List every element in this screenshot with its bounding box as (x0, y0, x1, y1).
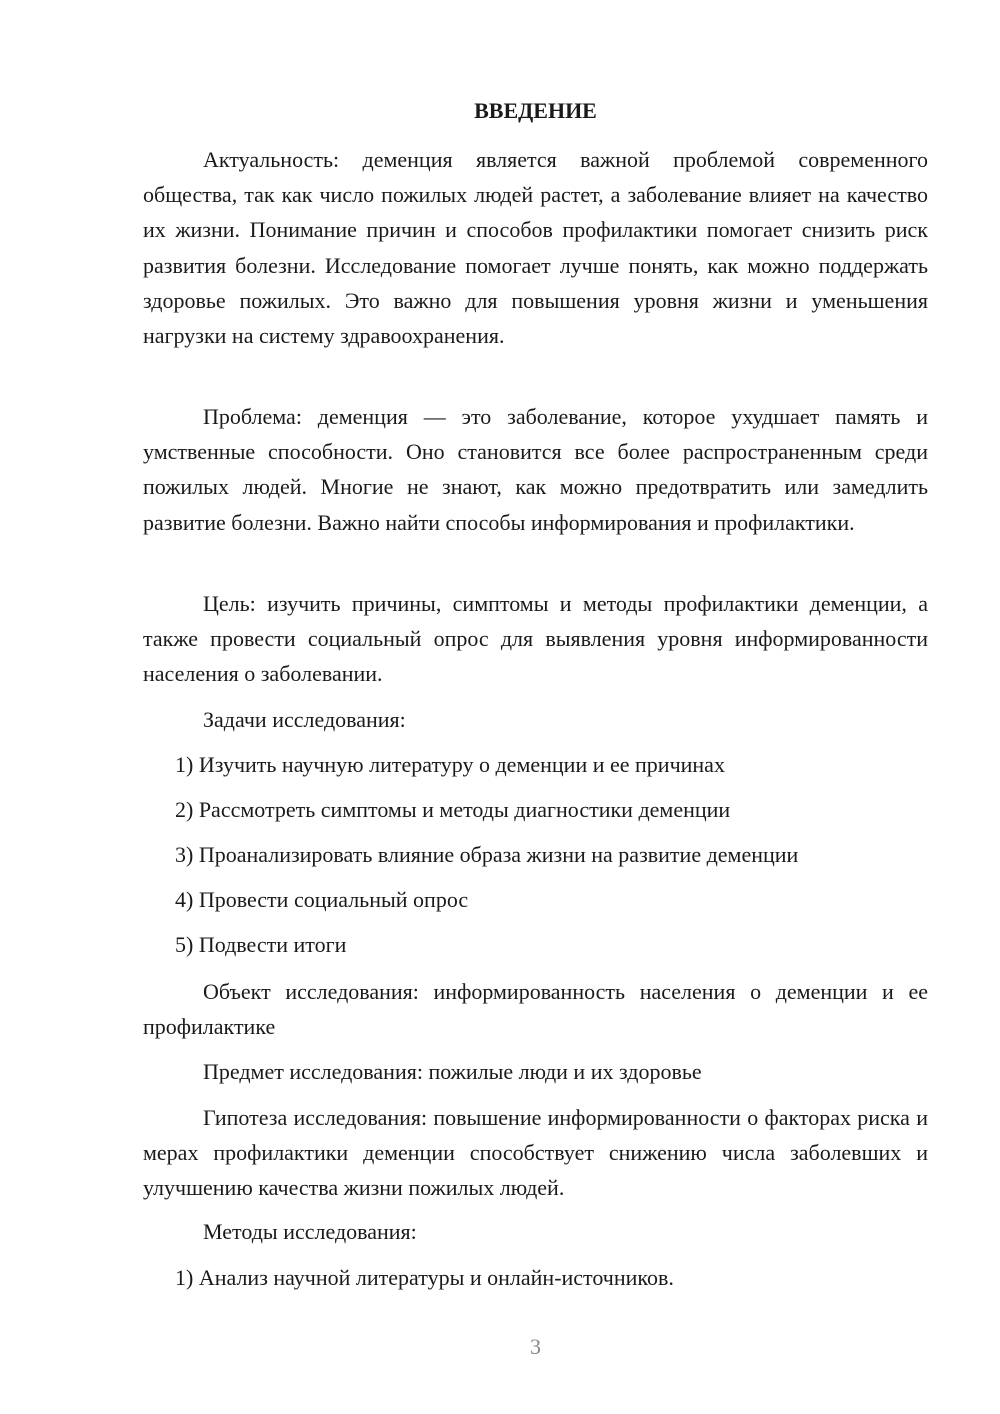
task-item: 4) Провести социальный опрос (175, 887, 469, 912)
tasks-heading: Задачи исследования: (203, 707, 406, 732)
task-item: 3) Проанализировать влияние образа жизни на развитие деменции (175, 842, 799, 867)
method-item: 1) Анализ научной литературы и онлайн-источников. (175, 1265, 674, 1290)
section-title: ВВЕДЕНИЕ (474, 98, 597, 123)
page-number: 3 (530, 1334, 541, 1359)
task-item: 2) Рассмотреть симптомы и методы диагностики деменции (175, 797, 731, 822)
subject-paragraph: Предмет исследования: пожилые люди и их здоровье (203, 1059, 702, 1084)
goal-paragraph: Цель: изучить причины, симптомы и методы профилактики деменции, а также провести социальный опрос для выявления уровня информированности населения о заболевании. (143, 591, 928, 687)
methods-heading: Методы исследования: (203, 1219, 417, 1244)
task-item: 1) Изучить научную литературу о деменции и ее причинах (175, 752, 725, 777)
hypothesis-paragraph: Гипотеза исследования: повышение информированности о факторах риска и мерах профилактики деменции способствует снижению числа заболевших и улучшению качества жизни пожилых людей. (143, 1105, 928, 1201)
relevance-paragraph: Актуальность: деменция является важной проблемой современного общества, так как число пожилых людей растет, а заболевание влияет на качество их жизни. Понимание причин и способов профилактики помогает снизить риск развития болезни. Исследование помогает лучше понять, как можно поддержать здоровье пожилых. Это важно для повышения уровня жизни и уменьшения нагрузки на систему здравоохранения. (143, 147, 928, 349)
object-paragraph: Объект исследования: информированность населения о деменции и ее профилактике (143, 979, 928, 1040)
problem-paragraph: Проблема: деменция — это заболевание, которое ухудшает память и умственные способности. Оно становится все более распространенным среди пожилых людей. Многие не знают, как можно предотвратить или замедлить развитие болезни. Важно найти способы информирования и профилактики. (143, 404, 928, 535)
task-item: 5) Подвести итоги (175, 932, 347, 957)
